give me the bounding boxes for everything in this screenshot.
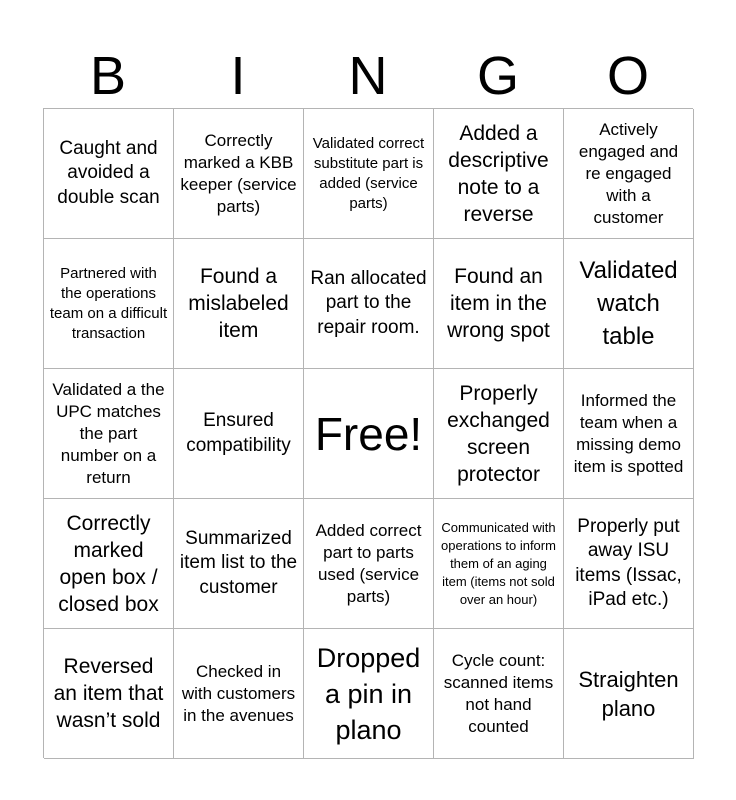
header-letter-g: G [476,46,519,106]
bingo-cell-text: Straighten plano [578,666,679,721]
bingo-cell[interactable] [564,109,694,239]
bingo-cell-text: Validated watch table [579,257,678,350]
free-space-cell[interactable] [304,369,434,499]
bingo-cell-text: Ran allocated part to the repair room. [310,267,427,338]
bingo-cell-text: Correctly marked open box / closed box [58,511,159,616]
bingo-cell[interactable] [434,109,564,239]
bingo-cell-text: Validated correct substitute part is added (service parts) [312,134,425,212]
bingo-cell-text: Dropped a pin in plano [316,642,421,745]
bingo-cell[interactable] [304,499,434,629]
bingo-cell-text: Properly put away ISU items (Issac, iPad etc.) [575,515,682,610]
bingo-cell[interactable] [174,629,304,759]
bingo-cell-text: Reversed an item that wasn’t sold [53,655,164,732]
bingo-cell[interactable] [434,629,564,759]
bingo-cell[interactable] [174,109,304,239]
header-letter-b: B [89,46,127,106]
bingo-cell[interactable] [174,239,304,369]
bingo-cell-text: Partnered with the operations team on a difficult transaction [49,264,168,342]
bingo-cell[interactable] [434,239,564,369]
bingo-cell[interactable] [44,629,174,759]
bingo-cell-text: Actively engaged and re engaged with a customer [578,119,679,227]
bingo-cell-text: Added a descriptive note to a reverse [448,121,549,226]
bingo-header [43,46,693,106]
bingo-cell-text: Correctly marked a KBB keeper (service parts) [180,130,297,216]
bingo-cell[interactable] [174,499,304,629]
header-letter-n: N [348,46,388,106]
bingo-cell-text: Ensured compatibility [186,410,291,456]
bingo-cell[interactable] [44,369,174,499]
bingo-cell-text: Found a mislabeled item [188,265,289,342]
header-letter-i: I [230,46,246,106]
bingo-cell-text: Properly exchanged screen protector [447,381,550,486]
bingo-cell-text: Summarized item list to the customer [179,527,298,598]
bingo-grid [43,108,693,758]
bingo-cell-text: Cycle count: scanned items not hand counted [443,650,554,736]
bingo-cell[interactable] [304,109,434,239]
bingo-cell-text: Communicated with operations to inform them of an aging item (items not sold over an hour) [441,519,556,607]
free-space-text: Free! [314,407,423,460]
bingo-cell[interactable] [564,629,694,759]
bingo-cell-text: Added correct part to parts used (service parts) [315,520,422,606]
bingo-cell[interactable] [304,239,434,369]
bingo-cell-text: Validated a the UPC matches the part number on a return [52,379,165,487]
bingo-cell[interactable] [44,499,174,629]
bingo-cell[interactable] [564,499,694,629]
bingo-cell[interactable] [174,369,304,499]
bingo-cell-text: Informed the team when a missing demo item is spotted [573,390,684,476]
bingo-cell-text: Checked in with customers in the avenues [181,661,296,725]
bingo-cell-text: Found an item in the wrong spot [447,265,550,342]
bingo-cell[interactable] [44,239,174,369]
bingo-cell[interactable] [564,239,694,369]
bingo-cell-text: Caught and avoided a double scan [57,137,160,208]
bingo-cell[interactable] [44,109,174,239]
bingo-cell[interactable] [564,369,694,499]
bingo-cell[interactable] [434,499,564,629]
bingo-cell[interactable] [434,369,564,499]
bingo-cell[interactable] [304,629,434,759]
header-letter-o: O [606,46,649,106]
